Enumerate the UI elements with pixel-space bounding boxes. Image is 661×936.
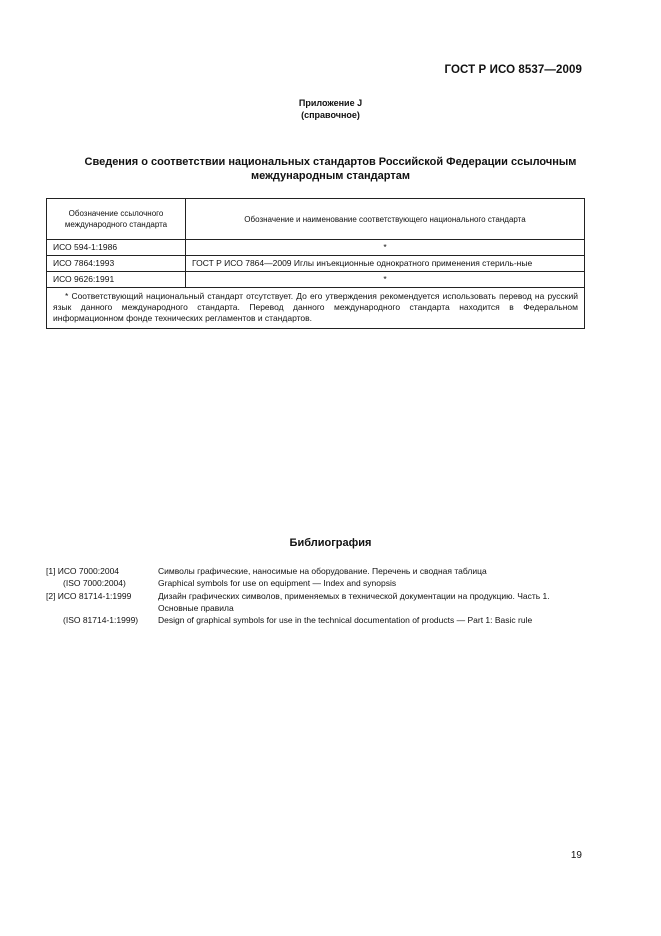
bibliography-alt-text: Graphical symbols for use on equipment — Index and synopsis xyxy=(158,578,397,589)
bibliography-title: Библиография xyxy=(289,537,372,549)
column-header-ref: Обозначение ссылочного международного стандарта xyxy=(47,199,186,240)
national-cell: * xyxy=(186,272,585,288)
bibliography-alt-ref: (ISO 81714-1:1999) xyxy=(63,615,139,626)
table-row xyxy=(47,256,585,272)
table-header-row xyxy=(47,199,585,240)
bibliography-alt-text: Design of graphical symbols for use in the technical documentation of products — Part 1: Basic rule xyxy=(158,615,533,626)
bibliography-text: Символы графические, наносимые на оборудование. Перечень и сводная таблица xyxy=(158,566,487,576)
page-number: 19 xyxy=(570,850,582,861)
ref-cell: ИСО 9626:1991 xyxy=(47,272,186,288)
bibliography-entry xyxy=(46,565,586,577)
ref-cell: ИСО 594-1:1986 xyxy=(47,240,186,256)
table-row xyxy=(47,240,585,256)
annex-title: Приложение J xyxy=(298,98,363,108)
annex-subtitle: (справочное) xyxy=(301,110,360,120)
bibliography-entry-alt xyxy=(46,577,586,589)
national-cell: * xyxy=(186,240,585,256)
correspondence-table xyxy=(46,198,585,329)
national-cell: ГОСТ Р ИСО 7864—2009 Иглы инъекционные однократного применения стериль-ные xyxy=(186,256,585,272)
document-code: ГОСТ Р ИСО 8537—2009 xyxy=(444,64,582,76)
bibliography-list xyxy=(46,565,586,626)
bibliography-ref: [2] ИСО 81714-1:1999 xyxy=(46,590,132,601)
table-note xyxy=(47,288,585,329)
ref-cell: ИСО 7864:1993 xyxy=(47,256,186,272)
table-note-text: * Соответствующий национальный стандарт отсутствует. До его утверждения рекомендуется использовать перевод на русский язык данного международного стандарта. Перевод данного международного стандарта находится в Федеральном информационном фонде технических регламентов и стандартов. xyxy=(53,291,578,323)
annex-heading xyxy=(0,97,661,121)
section-title: Сведения о соответствии национальных стандартов Российской Федерации ссылочным международным стандартам xyxy=(84,156,577,182)
bibliography-alt-ref: (ISO 7000:2004) xyxy=(63,578,126,589)
bibliography-ref: [1] ИСО 7000:2004 xyxy=(46,566,120,576)
bibliography-entry xyxy=(46,590,586,615)
bibliography-text: Дизайн графических символов, применяемых в технической документации на продукцию. Часть 1. Основные правила xyxy=(158,590,550,613)
column-header-national: Обозначение и наименование соответствующего национального стандарта xyxy=(186,199,585,240)
table-note-row xyxy=(47,288,585,329)
bibliography-entry-alt xyxy=(46,614,586,626)
table-row xyxy=(47,272,585,288)
